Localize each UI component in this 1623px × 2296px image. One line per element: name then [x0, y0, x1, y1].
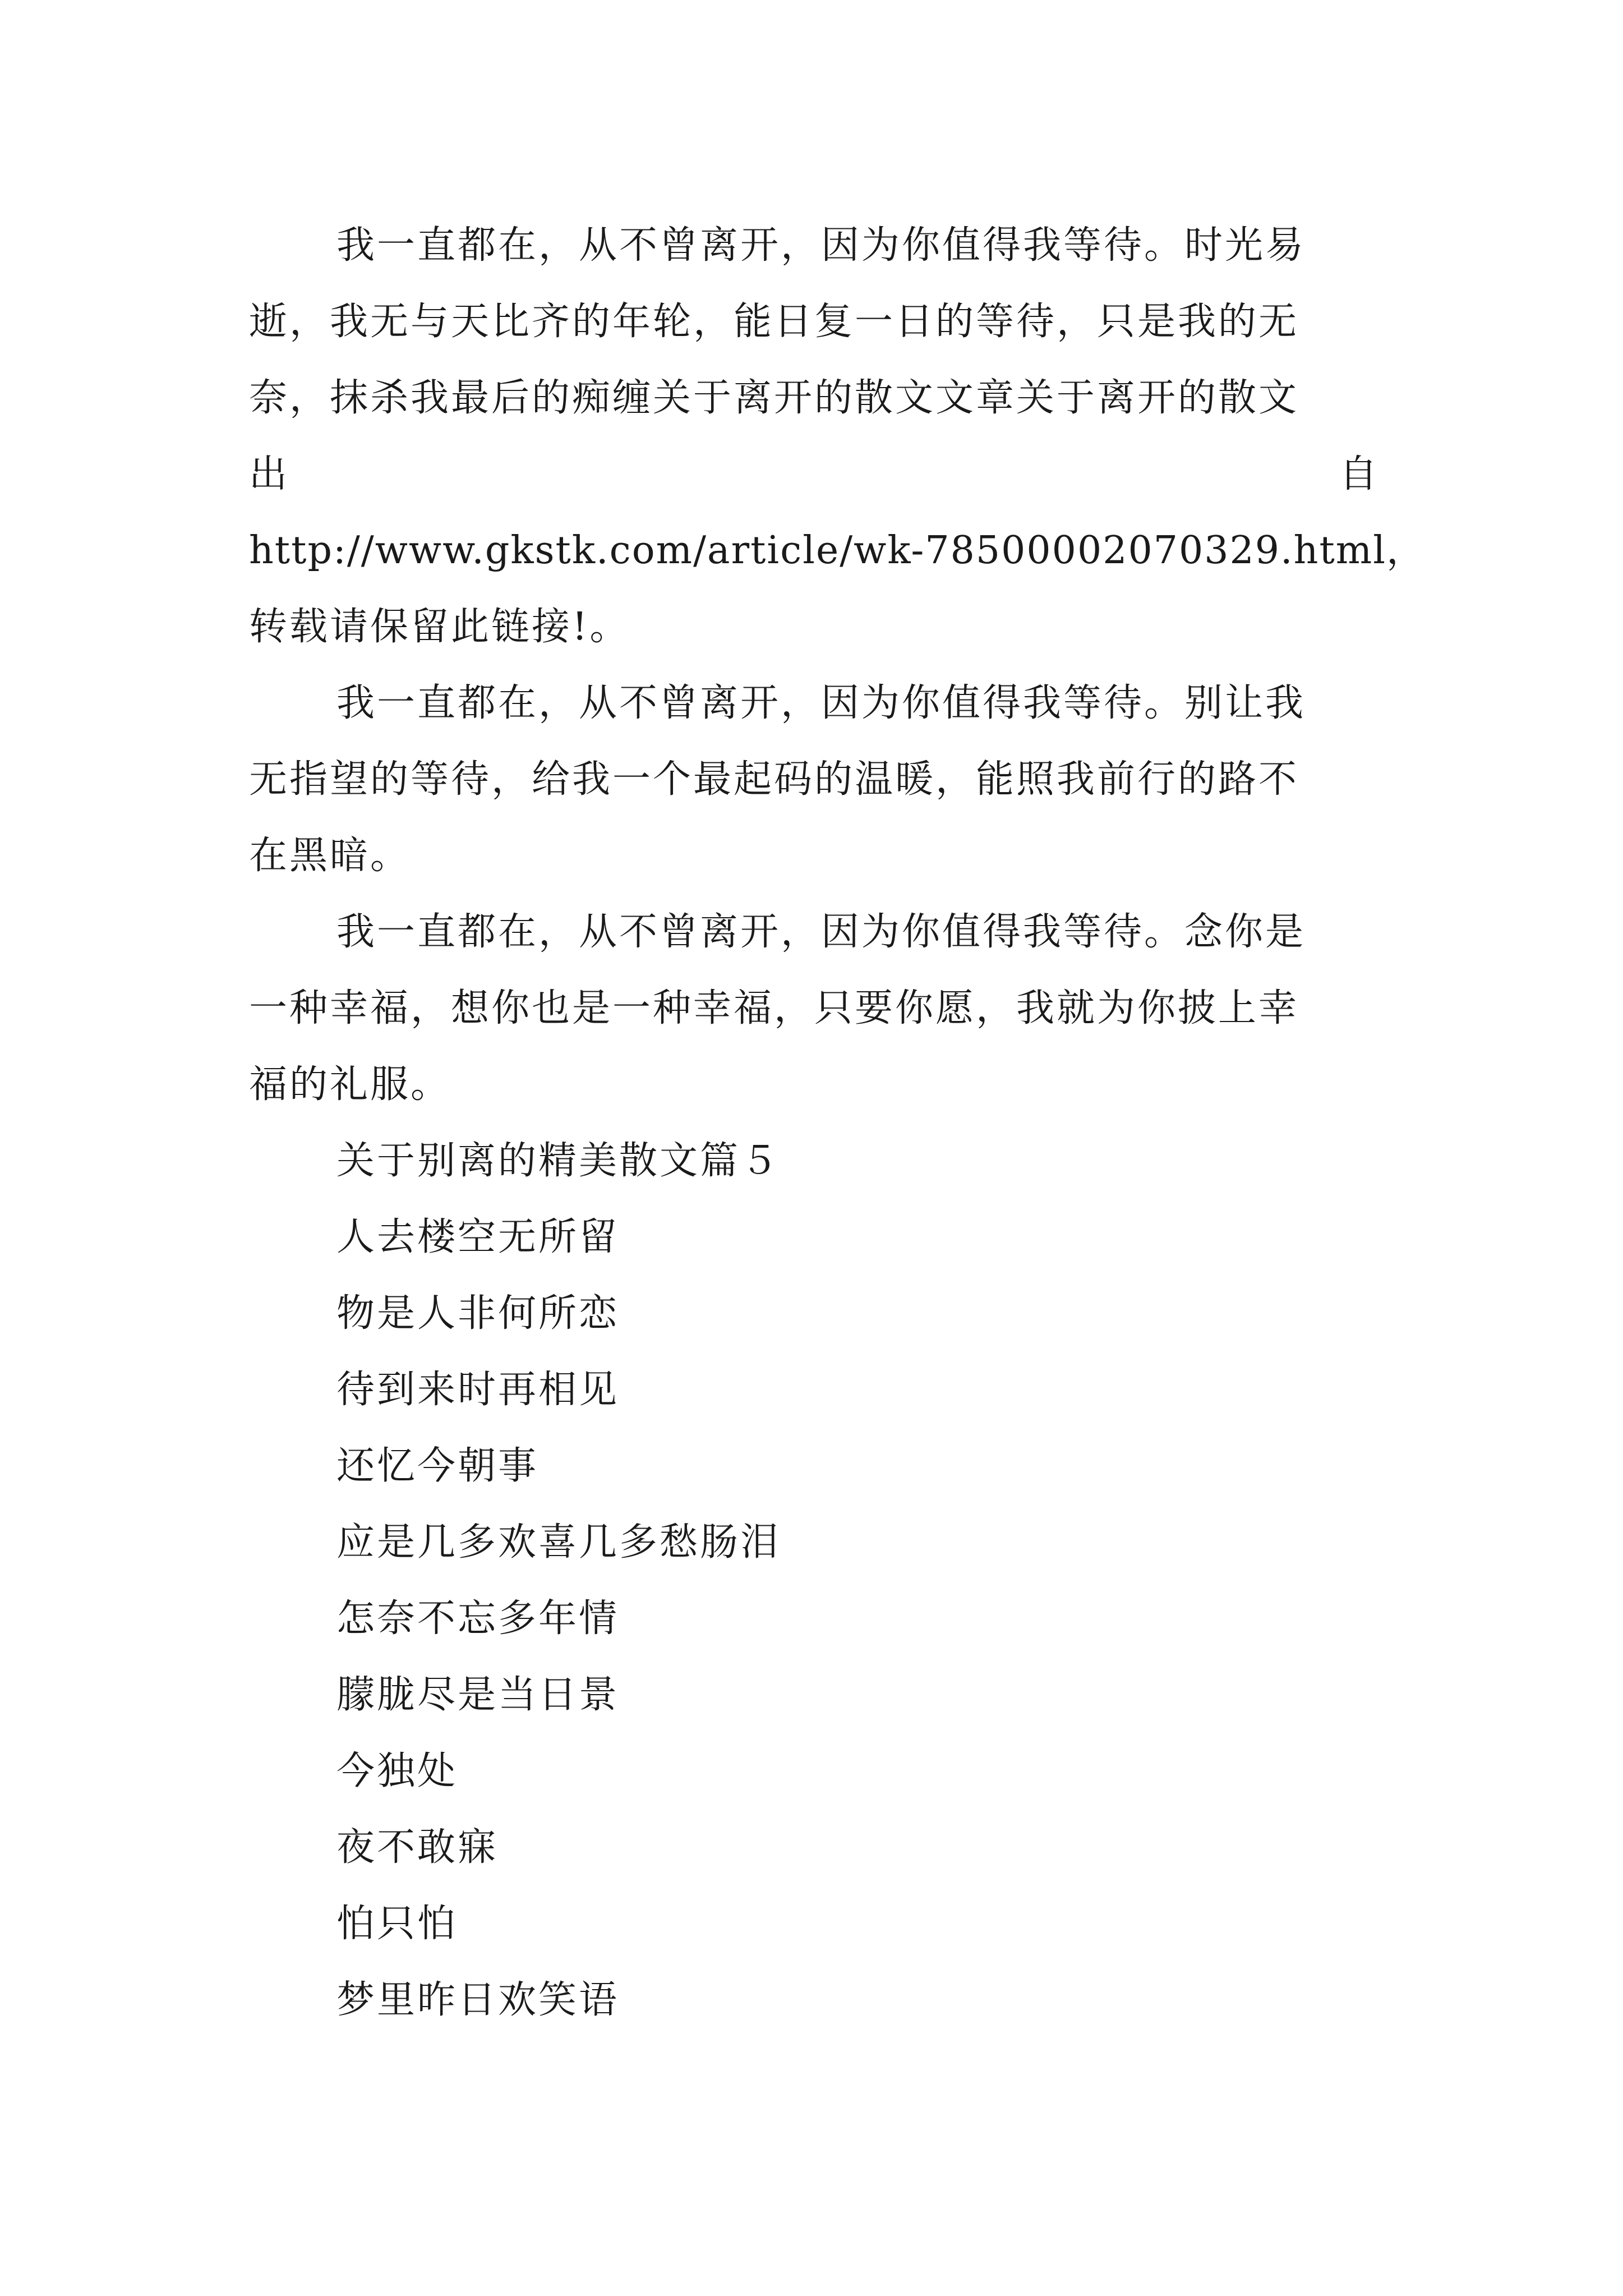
- poem-line: 待到来时再相见: [336, 1368, 620, 1412]
- paragraph-3-line-3: 福的礼服。: [249, 1062, 451, 1107]
- split-line-left: 出: [249, 452, 290, 496]
- split-line-right: 自: [1339, 452, 1380, 496]
- paragraph-2-line-2: 无指望的等待，给我一个最起码的温暖，能照我前行的路不: [249, 757, 1299, 802]
- paragraph-2-line-3: 在黑暗。: [249, 834, 411, 878]
- paragraph-3: [249, 894, 1380, 1123]
- paragraph-1-line-2: 逝，我无与天比齐的年轮，能日复一日的等待，只是我的无: [249, 300, 1299, 344]
- paragraph-1-after-url: 转载请保留此链接!。: [249, 605, 630, 649]
- paragraph-2-line-1: 我一直都在，从不曾离开，因为你值得我等待。别让我: [336, 681, 1306, 725]
- source-url: http://www.gkstk.com/article/wk-78500002070329.html，: [249, 528, 1426, 573]
- paragraph-1-line-3: 奈，抹杀我最后的痴缠关于离开的散文文章关于离开的散文: [249, 376, 1299, 420]
- section-title: 关于别离的精美散文篇５: [336, 1139, 781, 1183]
- poem-line: 应是几多欢喜几多愁肠泪: [336, 1520, 781, 1565]
- poem-line: 朦胧尽是当日景: [336, 1673, 620, 1717]
- poem-line: 还忆今朝事: [336, 1444, 539, 1488]
- poem-line: 怕只怕: [336, 1902, 458, 1946]
- paragraph-1: [249, 208, 1426, 665]
- paragraph-1-split-line: [249, 436, 1380, 513]
- paragraph-2: [249, 665, 1380, 894]
- poem-line: 梦里昨日欢笑语: [336, 1978, 620, 2022]
- paragraph-1-line-1: 我一直都在，从不曾离开，因为你值得我等待。时光易: [336, 223, 1306, 268]
- poem-line: 物是人非何所恋: [336, 1291, 620, 1336]
- paragraph-3-line-2: 一种幸福，想你也是一种幸福，只要你愿，我就为你披上幸: [249, 986, 1299, 1030]
- poem-line: 夜不敢寐: [336, 1825, 499, 1870]
- poem-line: 今独处: [336, 1749, 458, 1793]
- poem-line: 人去楼空无所留: [336, 1215, 620, 1259]
- poem: [249, 1199, 1380, 2039]
- poem-line: 怎奈不忘多年情: [336, 1596, 620, 1641]
- paragraph-3-line-1: 我一直都在，从不曾离开，因为你值得我等待。念你是: [336, 910, 1306, 954]
- document-body: [249, 208, 1426, 2039]
